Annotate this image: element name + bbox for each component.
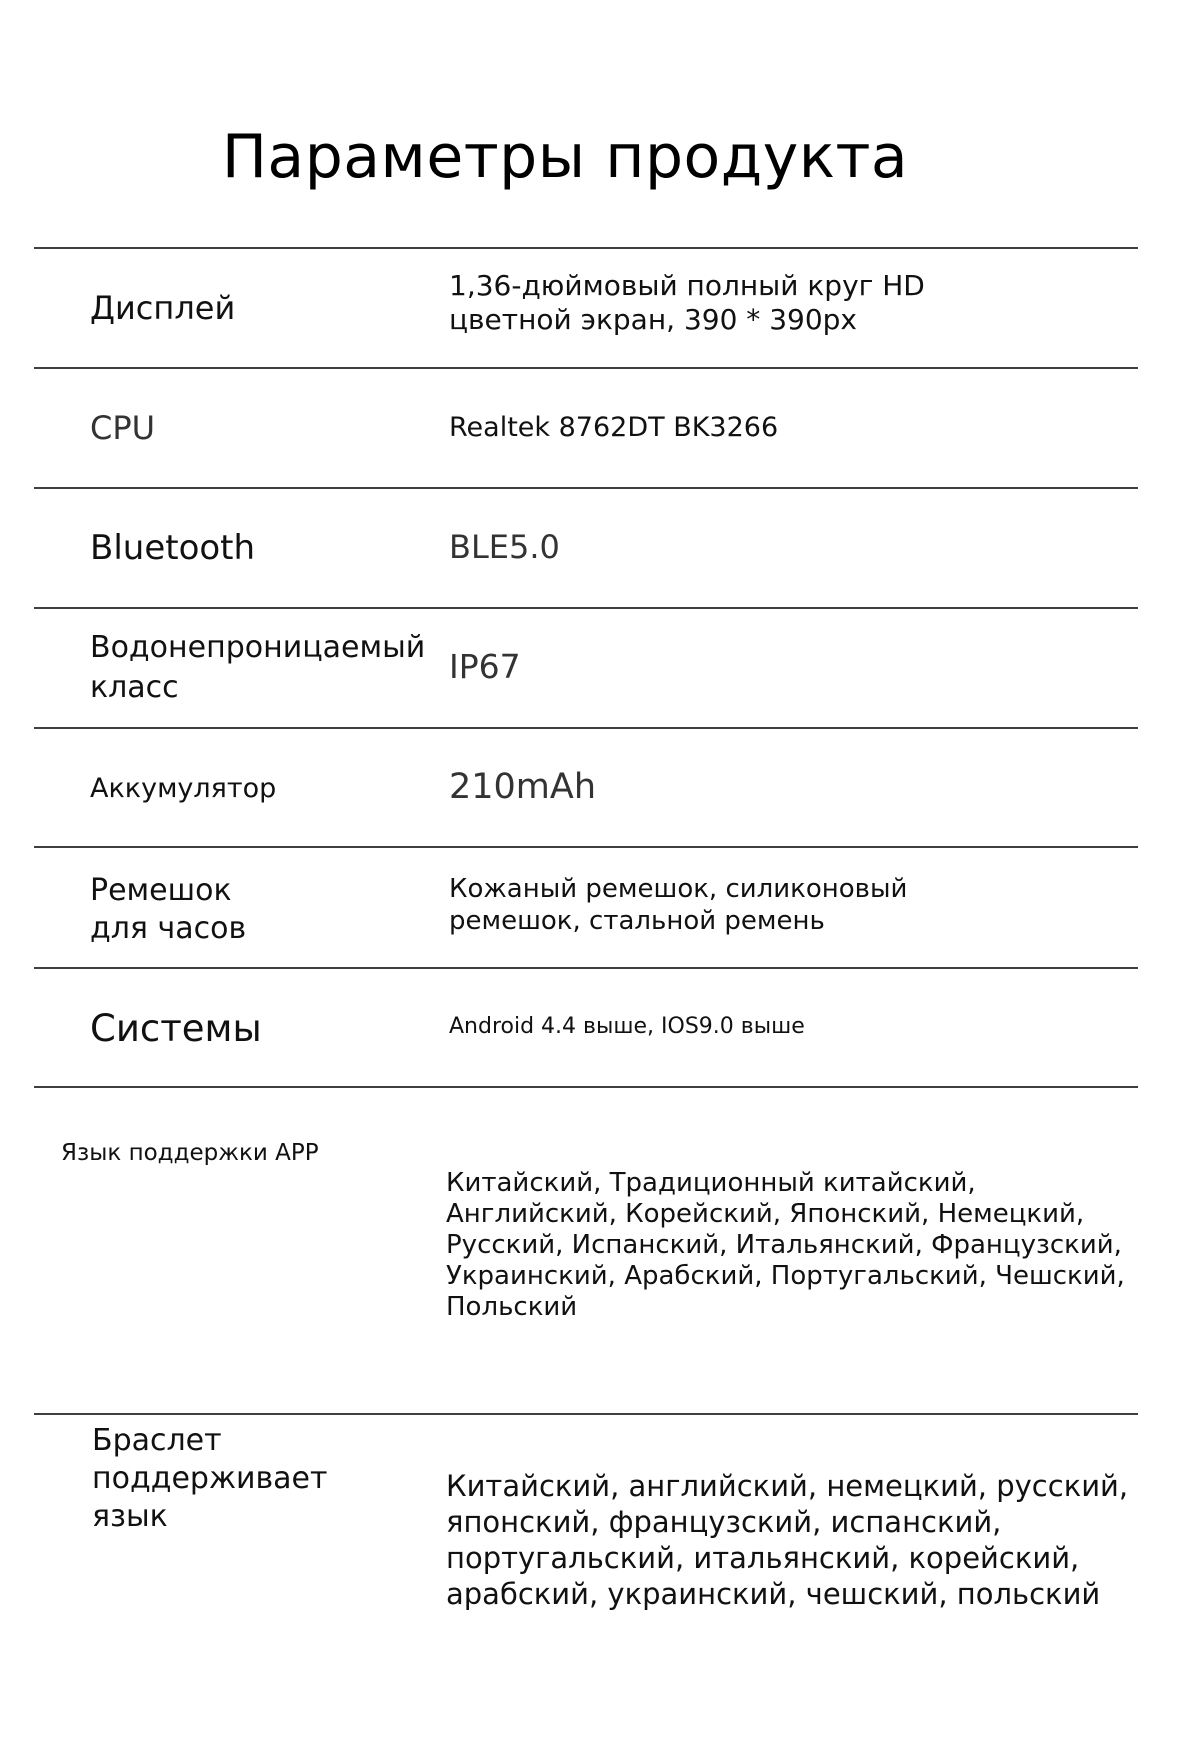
spec-label-display [90,250,430,366]
value-line: Realtek 8762DT BK3266 [449,411,779,443]
value-line: Английский, Корейский, Японский, Немецкий, [446,1199,1085,1229]
label-line: CPU [90,409,156,447]
label-line: Bluetooth [90,528,256,568]
label-line: Браслет [92,1423,222,1458]
label-line: поддерживает [92,1461,328,1496]
spec-label-bluetooth [90,490,430,606]
row-divider [34,607,1138,609]
value-line: Китайский, английский, немецкий, русский, [446,1469,1129,1503]
spec-value-strap [449,848,1129,962]
value-line: IP67 [449,646,521,686]
value-line: Китайский, Традиционный китайский, [446,1168,976,1198]
label-line: Язык поддержки APP [61,1140,319,1166]
label-line: Системы [90,1006,262,1050]
row-divider [34,1413,1138,1415]
value-line: Кожаный ремешок, силиконовый [449,874,908,904]
spec-label-bracelet-language [92,1422,432,1536]
row-divider [34,1086,1138,1088]
spec-label-app-language [61,1140,421,1166]
spec-value-app-language [446,1168,1146,1323]
page-title: Параметры продукта [221,122,909,193]
value-line: 210mAh [449,767,597,807]
value-line: Русский, Испанский, Итальянский, Французский, [446,1230,1122,1260]
value-line: Android 4.4 выше, IOS9.0 выше [449,1013,805,1039]
label-line: Ремешок [90,873,232,908]
value-line: японский, французский, испанский, [446,1505,1002,1539]
value-line: цветной экран, 390 * 390px [449,303,857,336]
spec-label-systems [90,970,430,1086]
row-divider [34,727,1138,729]
label-line: язык [92,1499,168,1534]
label-line: Дисплей [90,289,236,327]
spec-value-bracelet-language [446,1468,1166,1612]
value-line: BLE5.0 [449,528,560,566]
spec-value-battery [449,730,1129,844]
label-line: для часов [90,911,247,946]
spec-label-cpu [90,370,430,486]
label-line: Аккумулятор [90,772,277,804]
label-line: класс [90,670,179,705]
value-line: Польский [446,1292,578,1322]
row-divider [34,487,1138,489]
spec-value-systems [449,970,1129,1082]
spec-label-waterproof [90,610,430,726]
row-divider [34,247,1138,249]
value-line: ремешок, стальной ремень [449,906,825,936]
spec-label-strap [90,852,430,968]
spec-value-bluetooth [449,490,1129,604]
value-line: португальский, итальянский, корейский, [446,1541,1080,1575]
spec-value-waterproof [449,610,1129,722]
row-divider [34,967,1138,969]
value-line: 1,36-дюймовый полный круг HD [449,269,925,302]
value-line: Украинский, Арабский, Португальский, Чешский, [446,1261,1125,1291]
label-line: Водонепроницаемый [90,630,426,665]
row-divider [34,367,1138,369]
value-line: арабский, украинский, чешский, польский [446,1577,1101,1611]
spec-value-display [449,258,1129,348]
spec-value-cpu [449,370,1129,484]
spec-label-battery [90,730,430,846]
